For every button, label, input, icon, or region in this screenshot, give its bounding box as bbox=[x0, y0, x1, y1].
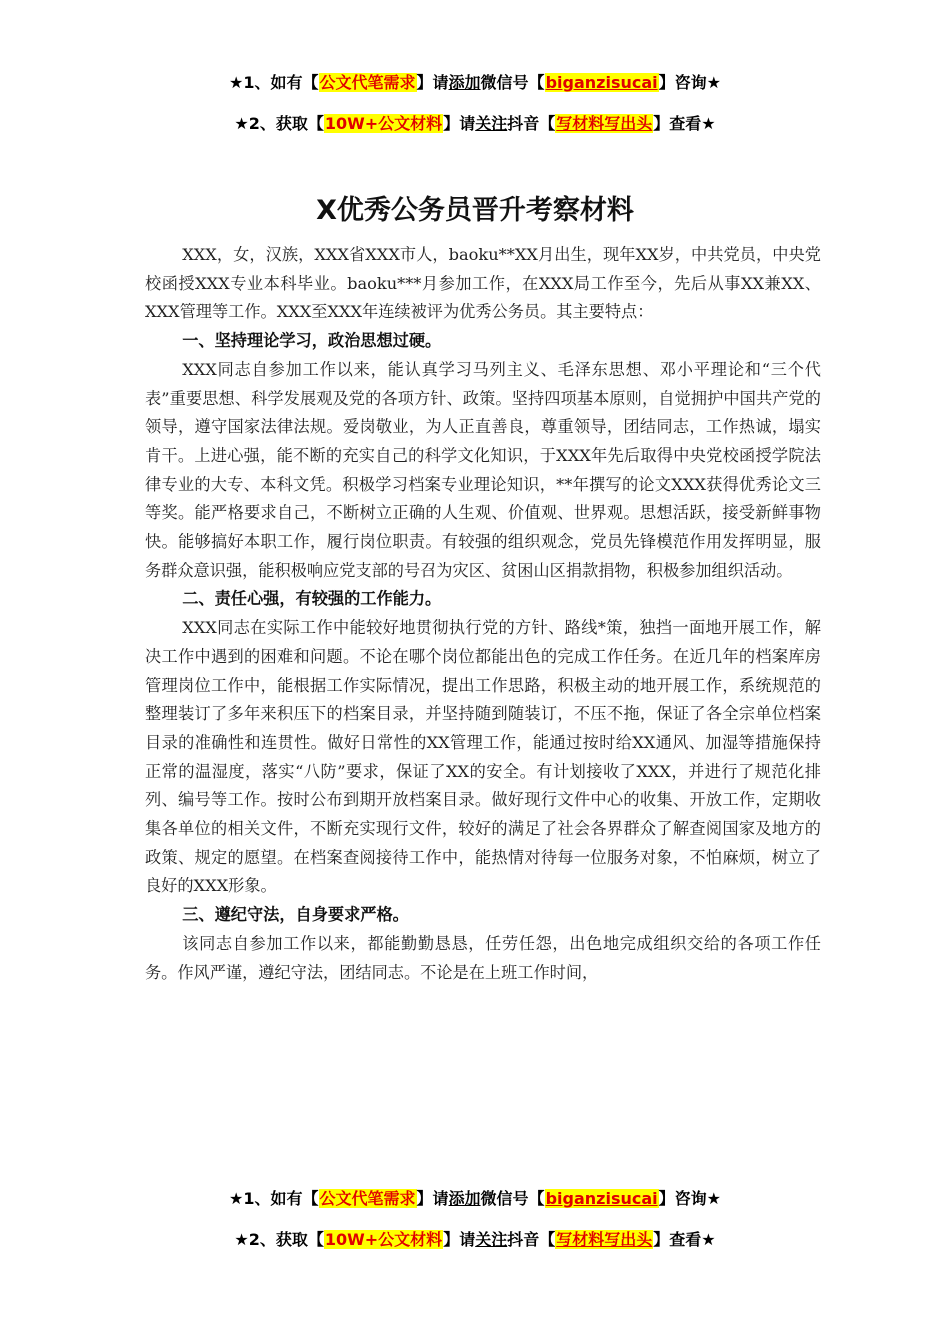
promo-banner-line-1 bbox=[0, 70, 950, 93]
section-heading-2: 二、责任心强，有较强的工作能力。 bbox=[182, 589, 442, 609]
promo-banner-line-2 bbox=[0, 111, 950, 134]
banner-text: 】请 bbox=[416, 1189, 449, 1208]
section-heading-3: 三、遵纪守法，自身要求严格。 bbox=[182, 905, 409, 925]
banner-text: 】请 bbox=[416, 73, 449, 92]
banner-highlight-service: 公文代笔需求 bbox=[319, 73, 416, 92]
banner-suffix: 】查看★ bbox=[653, 1230, 716, 1249]
banner-underlined-text: 关注 bbox=[475, 114, 508, 133]
banner-prefix: ★1、如有【 bbox=[229, 1189, 319, 1208]
promo-banner-line-1-footer bbox=[0, 1186, 950, 1209]
banner-wechat-id: biganzisucai bbox=[545, 73, 658, 92]
banner-text: 抖音【 bbox=[507, 114, 556, 133]
banner-suffix: 】咨询★ bbox=[658, 73, 721, 92]
banner-highlight-materials: 10W+公文材料 bbox=[324, 114, 443, 133]
intro-paragraph: XXX，女，汉族，XXX省XXX市人，baoku**XX月出生，现年XX岁，中共党员，中央党校函授XXX专业本科毕业。baoku***月参加工作，在XXX局工作至今，先后从事XX兼XX、XXX管理等工作。XXX至XXX年连续被评为优秀公务员。其主要特点： bbox=[145, 245, 821, 322]
banner-douyin-id: 写材料写出头 bbox=[556, 1230, 653, 1249]
banner-prefix: ★2、获取【 bbox=[234, 1230, 324, 1249]
section-heading-1: 一、坚持理论学习，政治思想过硬。 bbox=[182, 331, 442, 351]
document-title: X优秀公务员晋升考察材料 bbox=[316, 195, 634, 226]
banner-text: 】请 bbox=[443, 1230, 476, 1249]
banner-suffix: 】咨询★ bbox=[658, 1189, 721, 1208]
section-paragraph-1: XXX同志自参加工作以来，能认真学习马列主义、毛泽东思想、邓小平理论和“三个代表”重要思想、科学发展观及党的各项方针、政策。坚持四项基本原则，自觉拥护中国共产党的领导，遵守国家法律法规。爱岗敬业，为人正直善良，尊重领导，团结同志，工作热诚，塌实肯干。上进心强，能不断的充实自己的科学文化知识，于XXX年先后取得中央党校函授学院法律专业的大专、本科文凭。积极学习档案专业理论知识，**年撰写的论文XXX获得优秀论文三等奖。能严格要求自己，不断树立正确的人生观、价值观、世界观。思想活跃，接受新鲜事物快。能够搞好本职工作，履行岗位职责。有较强的组织观念，党员先锋模范作用发挥明显，服务群众意识强，能积极响应党支部的号召为灾区、贫困山区捐款捐物，积极参加组织活动。 bbox=[145, 359, 821, 580]
banner-underlined-text: 关注 bbox=[475, 1230, 508, 1249]
banner-suffix: 】查看★ bbox=[653, 114, 716, 133]
banner-prefix: ★1、如有【 bbox=[229, 73, 319, 92]
banner-text: 抖音【 bbox=[507, 1230, 556, 1249]
promo-banner-line-2-footer bbox=[0, 1227, 950, 1250]
banner-prefix: ★2、获取【 bbox=[234, 114, 324, 133]
banner-highlight-materials: 10W+公文材料 bbox=[324, 1230, 443, 1249]
banner-text: 微信号【 bbox=[480, 73, 545, 92]
banner-text: 】请 bbox=[443, 114, 476, 133]
section-paragraph-2: XXX同志在实际工作中能较好地贯彻执行党的方针、路线*策，独挡一面地开展工作，解决工作中遇到的困难和问题。不论在哪个岗位都能出色的完成工作任务。在近几年的档案库房管理岗位工作中，能根据工作实际情况，提出工作思路，积极主动的地开展工作，系统规范的整理装订了多年来积压下的档案目录，并坚持随到随装订，不压不拖，保证了各全宗单位档案目录的准确性和连贯性。做好日常性的XX管理工作，能通过按时给XX通风、加湿等措施保持正常的温湿度，落实“八防”要求，保证了XX的安全。有计划接收了XXX，并进行了规范化排列、编号等工作。按时公布到期开放档案目录。做好现行文件中心的收集、开放工作，定期收集各单位的相关文件，不断充实现行文件，较好的满足了社会各界群众了解查阅国家及地方的政策、规定的愿望。在档案查阅接待工作中，能热情对待每一位服务对象，不怕麻烦，树立了良好的XXX形象。 bbox=[145, 618, 821, 896]
banner-highlight-service: 公文代笔需求 bbox=[319, 1189, 416, 1208]
banner-text: 微信号【 bbox=[480, 1189, 545, 1208]
banner-underlined-text: 添加 bbox=[448, 73, 481, 92]
section-paragraph-3: 该同志自参加工作以来，都能勤勤恳恳，任劳任怨，出色地完成组织交给的各项工作任务。作风严谨，遵纪守法，团结同志。不论是在上班工作时间， bbox=[145, 933, 821, 982]
banner-underlined-text: 添加 bbox=[448, 1189, 481, 1208]
document-body bbox=[145, 241, 821, 987]
banner-wechat-id: biganzisucai bbox=[545, 1189, 658, 1208]
banner-douyin-id: 写材料写出头 bbox=[556, 114, 653, 133]
